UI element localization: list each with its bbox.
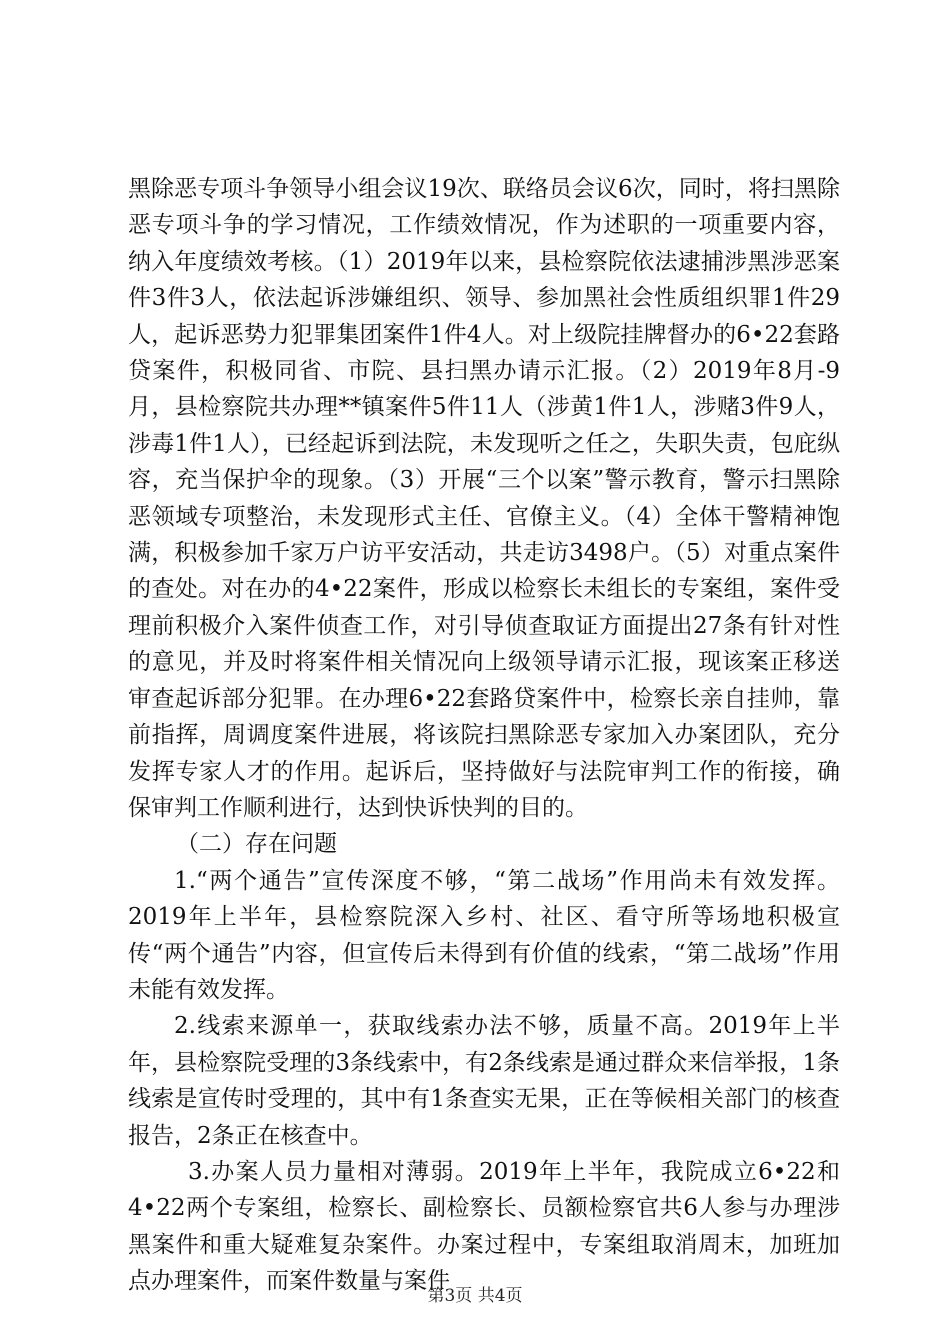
- page-footer: 第3页 共4页: [427, 1286, 523, 1306]
- section-heading-issues: （二）存在问题: [176, 831, 337, 858]
- document-body: [128, 171, 840, 1300]
- paragraph-issue-3: 3.办案人员力量相对薄弱。2019年上半年，我院成立6•22和4•22两个专案组，检察长、副检察长、员额检察官共6人参与办理涉黑案件和重大疑难复杂案件。办案过程中，专案组取消周末，加班加点办理案件，而案件数量与案件: [128, 1158, 840, 1295]
- paragraph-issue-2: 2.线索来源单一，获取线索办法不够，质量不高。2019年上半年，县检察院受理的3条线索中，有2条线索是通过群众来信举报，1条线索是宣传时受理的，其中有1条查实无果，正在等候相关部门的核查报告，2条正在核查中。: [128, 1013, 840, 1149]
- paragraph-summary: 黑除恶专项斗争领导小组会议19次、联络员会议6次，同时，将扫黑除恶专项斗争的学习情况，工作绩效情况，作为述职的一项重要内容，纳入年度绩效考核。（1）2019年以来，县检察院依法逮捕涉黑涉恶案件3件3人，依法起诉涉嫌组织、领导、参加黑社会性质组织罪1件29人，起诉恶势力犯罪集团案件1件4人。对上级院挂牌督办的6•22套路贷案件，积极同省、市院、县扫黑办请示汇报。（2）2019年8月-9月，县检察院共办理**镇案件5件11人（涉黄1件1人，涉赌3件9人，涉毒1件1人），已经起诉到法院，未发现听之任之，失职失责，包庇纵容，充当保护伞的现象。（3）开展“三个以案”警示教育，警示扫黑除恶领域专项整治，未发现形式主任、官僚主义。（4）全体干警精神饱满，积极参加千家万户访平安活动，共走访3498户。（5）对重点案件的查处。对在办的4•22案件，形成以检察长未组长的专案组，案件受理前积极介入案件侦查工作，对引导侦查取证方面提出27条有针对性的意见，并及时将案件相关情况向上级领导请示汇报，现该案正移送审查起诉部分犯罪。在办理6•22套路贷案件中，检察长亲自挂帅，靠前指挥，周调度案件进展，将该院扫黑除恶专家加入办案团队，充分发挥专家人才的作用。起诉后，坚持做好与法院审判工作的衔接，确保审判工作顺利进行，达到快诉快判的目的。: [128, 176, 840, 821]
- paragraph-issue-1: 1.“两个通告”宣传深度不够，“第二战场”作用尚未有效发挥。2019年上半年，县检察院深入乡村、社区、看守所等场地积极宣传“两个通告”内容，但宣传后未得到有价值的线索，“第二战场”作用未能有效发挥。: [128, 867, 840, 1003]
